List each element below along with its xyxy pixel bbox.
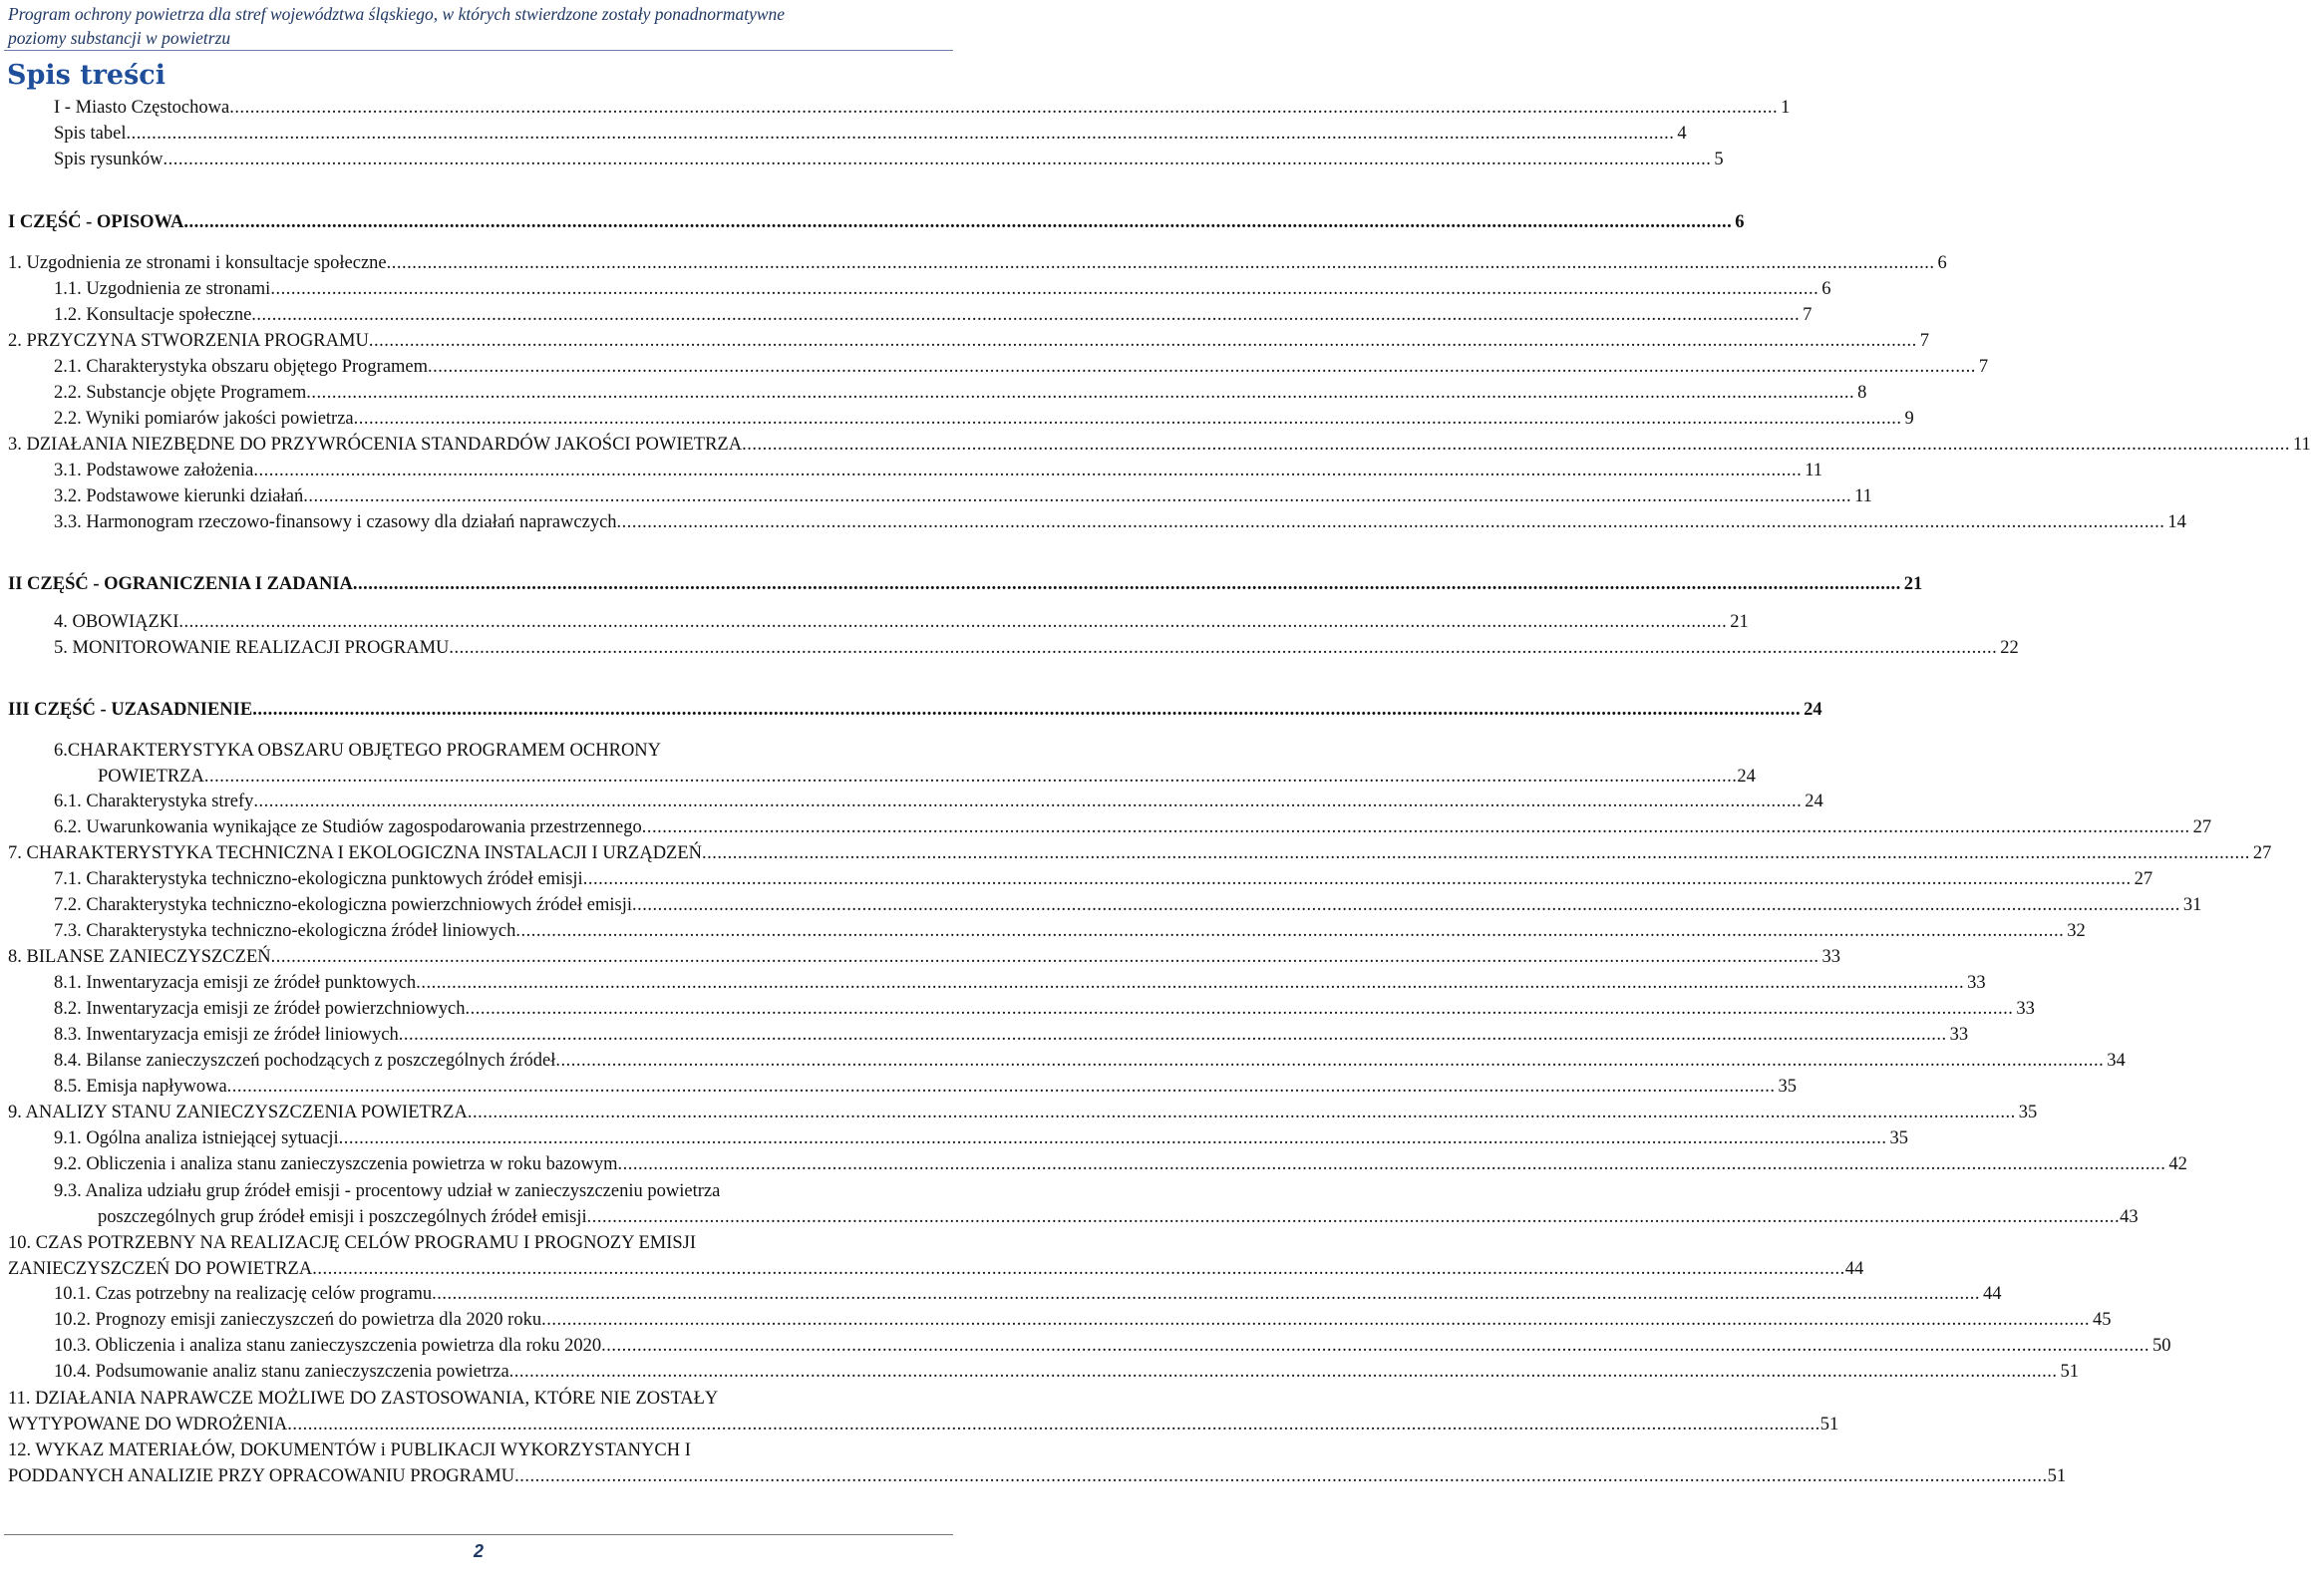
toc-entry-page: 51 [1819,1415,1839,1435]
toc-entry-page: 14 [2167,512,2186,532]
toc-dot-leader [126,122,1674,146]
toc-entry[interactable] [8,1437,2067,1489]
toc-entry-page: 33 [2016,999,2035,1019]
toc-entry-label: 9.3. Analiza udziału grup źródeł emisji - procentowy udział w zanieczyszczeniu powietrza [54,1181,721,1201]
toc-dot-leader [253,459,1802,482]
toc-dot-leader [555,1049,2104,1073]
toc-entry-label: 11. DZIAŁANIA NAPRAWCZE MOŻLIWE DO ZASTOSOWANIA, KTÓRE NIE ZOSTAŁY [8,1389,719,1409]
toc-entry[interactable] [8,698,1822,722]
toc-entry-page: 11 [2292,435,2311,455]
toc-entry[interactable] [54,1282,2002,1306]
toc-entry-label: 1.2. Konsultacje społeczne [54,305,252,325]
toc-dot-leader [449,636,1997,660]
toc-entry-page: 7 [1919,331,1929,351]
toc-entry[interactable] [8,841,2272,865]
toc-entry-label-continued: poszczególnych grup źródeł emisji i poszczególnych źródeł emisji [98,1207,587,1227]
toc-entry[interactable] [54,122,1687,146]
footer-divider [4,1534,953,1535]
toc-dot-leader [468,1101,2016,1124]
toc-dot-leader: ............................................................................................................................................................................................................................................................................................................ [514,1466,2048,1486]
toc-entry-label: 8. BILANSE ZANIECZYSZCZEŃ [8,947,271,967]
toc-entry-label-continued: POWIETRZA [98,767,204,787]
toc-dot-leader [306,381,1854,405]
toc-entry[interactable] [54,96,1791,120]
toc-dot-leader [252,698,1801,722]
toc-entry-page: 33 [1821,947,1840,967]
toc-entry-page: 6 [1937,253,1947,273]
toc-dot-leader [541,1308,2090,1332]
toc-entry-page: 11 [1854,486,1872,506]
toc-title: Spis treści [7,60,166,91]
toc-dot-leader [253,790,1802,813]
toc-entry-page: 24 [1805,792,1823,811]
toc-entry-label: 9.1. Ogólna analiza istniejącej sytuacji [54,1128,339,1148]
toc-entry[interactable] [54,510,2186,534]
toc-entry-page: 27 [2252,843,2272,863]
toc-entry[interactable] [54,1152,2187,1176]
toc-dot-leader [618,1152,2166,1176]
toc-entry-page: 22 [2000,638,2019,658]
toc-entry-label: 7.3. Charakterystyka techniczno-ekologiczna źródeł liniowych [54,921,516,941]
running-header [8,2,949,50]
toc-entry[interactable] [54,381,1867,405]
toc-entry[interactable] [54,1334,2171,1358]
toc-entry-label: 3.2. Podstawowe kierunki działań [54,486,304,506]
toc-entry-page: 35 [2018,1103,2038,1122]
toc-entry-page: 35 [1889,1128,1908,1148]
toc-entry-label: 8.3. Inwentaryzacja emisji ze źródeł liniowych [54,1025,399,1045]
toc-entry-page: 32 [2067,921,2086,941]
toc-entry-label: I - Miasto Częstochowa [54,98,230,118]
toc-entry[interactable] [8,433,2311,457]
toc-entry-page: 50 [2151,1336,2171,1356]
toc-entry-label: 8.5. Emisja napływowa [54,1077,227,1097]
toc-entry-label: 10.1. Czas potrzebny na realizację celów programu [54,1284,433,1304]
toc-entry-label: Spis rysunków [54,150,164,169]
toc-entry-page: 1 [1781,98,1791,118]
toc-entry[interactable] [54,893,2202,917]
toc-entry-page: 44 [1844,1259,1864,1279]
toc-entry-page: 42 [2168,1154,2187,1174]
toc-entry[interactable] [54,815,2212,839]
toc-entry-label: 12. WYKAZ MATERIAŁÓW, DOKUMENTÓW i PUBLIKACJI WYKORZYSTANYCH I [8,1440,691,1460]
toc-entry-page: 27 [2192,817,2212,837]
toc-dot-leader [229,96,1778,120]
toc-entry-label: Spis tabel [54,124,127,144]
toc-entry[interactable] [54,1023,1969,1047]
toc-entry-page: 4 [1677,124,1687,144]
toc-entry[interactable] [54,919,2086,943]
toc-entry-page: 11 [1805,461,1823,480]
toc-dot-leader [509,1360,2058,1384]
toc-dot-leader [583,867,2132,891]
toc-entry-label: 6.1. Charakterystyka strefy [54,792,254,811]
toc-entry[interactable] [54,407,1914,431]
toc-dot-leader [303,484,1851,508]
toc-entry-label: 9. ANALIZY STANU ZANIECZYSZCZENIA POWIETRZA [8,1103,468,1122]
toc-entry[interactable] [54,1075,1798,1099]
toc-entry-label: 1.1. Uzgodnienia ze stronami [54,279,271,299]
toc-entry-page: 5 [1714,150,1724,169]
toc-entry-label-continued: WYTYPOWANE DO WDROŻENIA [8,1415,288,1435]
toc-dot-leader [183,210,1732,234]
header-divider [4,50,953,51]
toc-entry[interactable] [54,790,1823,813]
toc-dot-leader [742,433,2290,457]
toc-dot-leader [617,510,2165,534]
toc-entry[interactable] [54,1049,2126,1073]
toc-dot-leader [339,1126,1887,1150]
toc-entry-label: II CZĘŚĆ - OGRANICZENIA I ZADANIA [8,574,353,594]
toc-entry[interactable] [54,1308,2112,1332]
toc-entry[interactable] [54,484,1872,508]
toc-entry-label: 3.3. Harmonogram rzeczowo-finansowy i czasowy dla działań naprawczych [54,512,617,532]
toc-entry-label: 7. CHARAKTERYSTYKA TECHNICZNA I EKOLOGICZNA INSTALACJI I URZĄDZEŃ [8,843,703,863]
toc-entry[interactable] [54,971,1986,995]
toc-entry-page: 33 [1967,973,1986,993]
toc-entry-page: 44 [1982,1284,2002,1304]
toc-dot-leader [270,277,1818,301]
toc-entry[interactable] [54,355,1989,379]
toc-entry-page: 21 [1730,612,1749,632]
toc-entry-page: 33 [1949,1025,1969,1045]
toc-entry-label-continued: PODDANYCH ANALIZIE PRZY OPRACOWANIU PROGRAMU [8,1466,515,1486]
toc-entry-label-continued: ZANIECZYSZCZEŃ DO POWIETRZA [8,1259,313,1279]
toc-dot-leader: ............................................................................................................................................................................................................................................................................................................ [312,1259,1845,1279]
toc-entry[interactable] [54,636,2019,660]
toc-entry-label: 8.2. Inwentaryzacja emisji ze źródeł powierzchniowych [54,999,466,1019]
page-number: 2 [473,1541,484,1561]
toc-dot-leader: ............................................................................................................................................................................................................................................................................................................ [287,1415,1820,1435]
toc-entry-page: 43 [2120,1207,2139,1227]
toc-entry-label: 1. Uzgodnienia ze stronami i konsultacje społeczne [8,253,387,273]
toc-entry-label: 5. MONITOROWANIE REALIZACJI PROGRAMU [54,638,450,658]
toc-dot-leader: ............................................................................................................................................................................................................................................................................................................ [586,1207,2121,1227]
toc-entry[interactable] [54,997,2035,1021]
toc-entry-label: 4. OBOWIĄZKI [54,612,179,632]
toc-entry-label: 6.2. Uwarunkowania wynikające ze Studiów zagospodarowania przestrzennego [54,817,642,837]
toc-entry[interactable] [8,1101,2038,1124]
toc-dot-leader [178,610,1727,634]
toc-entry-label: 10. CZAS POTRZEBNY NA REALIZACJĘ CELÓW PROGRAMU I PROGNOZY EMISJI [8,1233,697,1253]
toc-entry[interactable] [54,277,1831,301]
toc-entry-page: 35 [1778,1077,1798,1097]
toc-entry-label: 2. PRZYCZYNA STWORZENIA PROGRAMU [8,331,369,351]
toc-entry-label: III CZĘŚĆ - UZASADNIENIE [8,700,253,720]
toc-entry-page: 34 [2107,1051,2126,1071]
toc-entry-label: 10.3. Obliczenia i analiza stanu zanieczyszczenia powietrza dla roku 2020 [54,1336,602,1356]
toc-entry[interactable] [8,329,1929,353]
toc-dot-leader [432,1282,1980,1306]
toc-entry[interactable] [54,148,1724,171]
toc-dot-leader [399,1023,1947,1047]
toc-dot-leader [601,1334,2149,1358]
toc-entry-page: 31 [2182,895,2202,915]
toc-entry-page: 51 [2047,1466,2067,1486]
toc-entry-label: 10.2. Prognozy emisji zanieczyszczeń do powietrza dla 2020 roku [54,1310,542,1330]
toc-dot-leader [632,893,2180,917]
toc-entry[interactable] [8,572,1923,596]
toc-dot-leader [642,815,2190,839]
toc-entry[interactable] [8,251,1947,275]
toc-entry[interactable] [54,459,1823,482]
toc-entry-label: 6.CHARAKTERYSTYKA OBSZARU OBJĘTEGO PROGRAMEM OCHRONY [54,741,662,761]
toc-entry-label: 3. DZIAŁANIA NIEZBĘDNE DO PRZYWRÓCENIA STANDARDÓW JAKOŚCI POWIETRZA [8,435,743,455]
toc-entry[interactable] [54,1126,1908,1150]
toc-dot-leader [387,251,1935,275]
toc-entry-label: 2.2. Substancje objęte Programem [54,383,307,403]
toc-entry-label: 8.4. Bilanse zanieczyszczeń pochodzących z poszczególnych źródeł [54,1051,556,1071]
toc-entry-page: 6 [1735,212,1745,232]
toc-dot-leader [271,945,1819,969]
toc-dot-leader [515,919,2064,943]
toc-entry-label: 7.2. Charakterystyka techniczno-ekologiczna powierzchniowych źródeł emisji [54,895,632,915]
running-header-line-1: Program ochrony powietrza dla stref województwa śląskiego, w których stwierdzone zostały ponadnormatywne [8,4,786,24]
toc-entry-label: 2.1. Charakterystyka obszaru objętego Programem [54,357,429,377]
toc-dot-leader [416,971,1964,995]
toc-entry[interactable] [54,303,1813,327]
toc-entry[interactable] [8,1230,1864,1282]
toc-entry-page: 24 [1804,700,1822,720]
toc-dot-leader [227,1075,1776,1099]
toc-dot-leader: ............................................................................................................................................................................................................................................................................................................ [203,767,1738,787]
toc-entry-label: 10.4. Podsumowanie analiz stanu zanieczyszczenia powietrza [54,1362,509,1382]
toc-dot-leader [369,329,1917,353]
toc-entry[interactable] [54,1178,2139,1230]
toc-dot-leader [465,997,2013,1021]
toc-entry[interactable] [54,738,1756,790]
toc-dot-leader [251,303,1800,327]
toc-dot-leader [353,572,1901,596]
toc-entry-page: 45 [2092,1310,2112,1330]
toc-entry[interactable] [54,867,2153,891]
toc-dot-leader [702,841,2250,865]
toc-entry-label: I CZĘŚĆ - OPISOWA [8,212,184,232]
toc-entry-page: 24 [1737,767,1756,787]
toc-dot-leader [163,148,1711,171]
toc-entry-page: 9 [1904,409,1914,429]
toc-entry-page: 51 [2060,1362,2080,1382]
toc-entry-page: 7 [1978,357,1989,377]
toc-dot-leader [428,355,1976,379]
toc-entry-page: 27 [2134,869,2153,889]
toc-entry-label: 7.1. Charakterystyka techniczno-ekologiczna punktowych źródeł emisji [54,869,583,889]
toc-entry-page: 6 [1821,279,1831,299]
toc-entry[interactable] [8,210,1745,234]
toc-entry[interactable] [54,610,1749,634]
toc-entry-label: 8.1. Inwentaryzacja emisji ze źródeł punktowych [54,973,417,993]
toc-entry[interactable] [8,1386,1839,1437]
toc-entry-label: 3.1. Podstawowe założenia [54,461,254,480]
running-header-line-2: poziomy substancji w powietrzu [8,28,231,48]
toc-dot-leader [354,407,1902,431]
toc-entry-page: 21 [1903,574,1923,594]
toc-entry[interactable] [8,945,1840,969]
toc-entry-page: 8 [1857,383,1867,403]
toc-entry-page: 7 [1803,305,1813,325]
toc-entry-label: 2.2. Wyniki pomiarów jakości powietrza [54,409,354,429]
toc-entry[interactable] [54,1360,2080,1384]
toc-entry-label: 9.2. Obliczenia i analiza stanu zanieczyszczenia powietrza w roku bazowym [54,1154,618,1174]
